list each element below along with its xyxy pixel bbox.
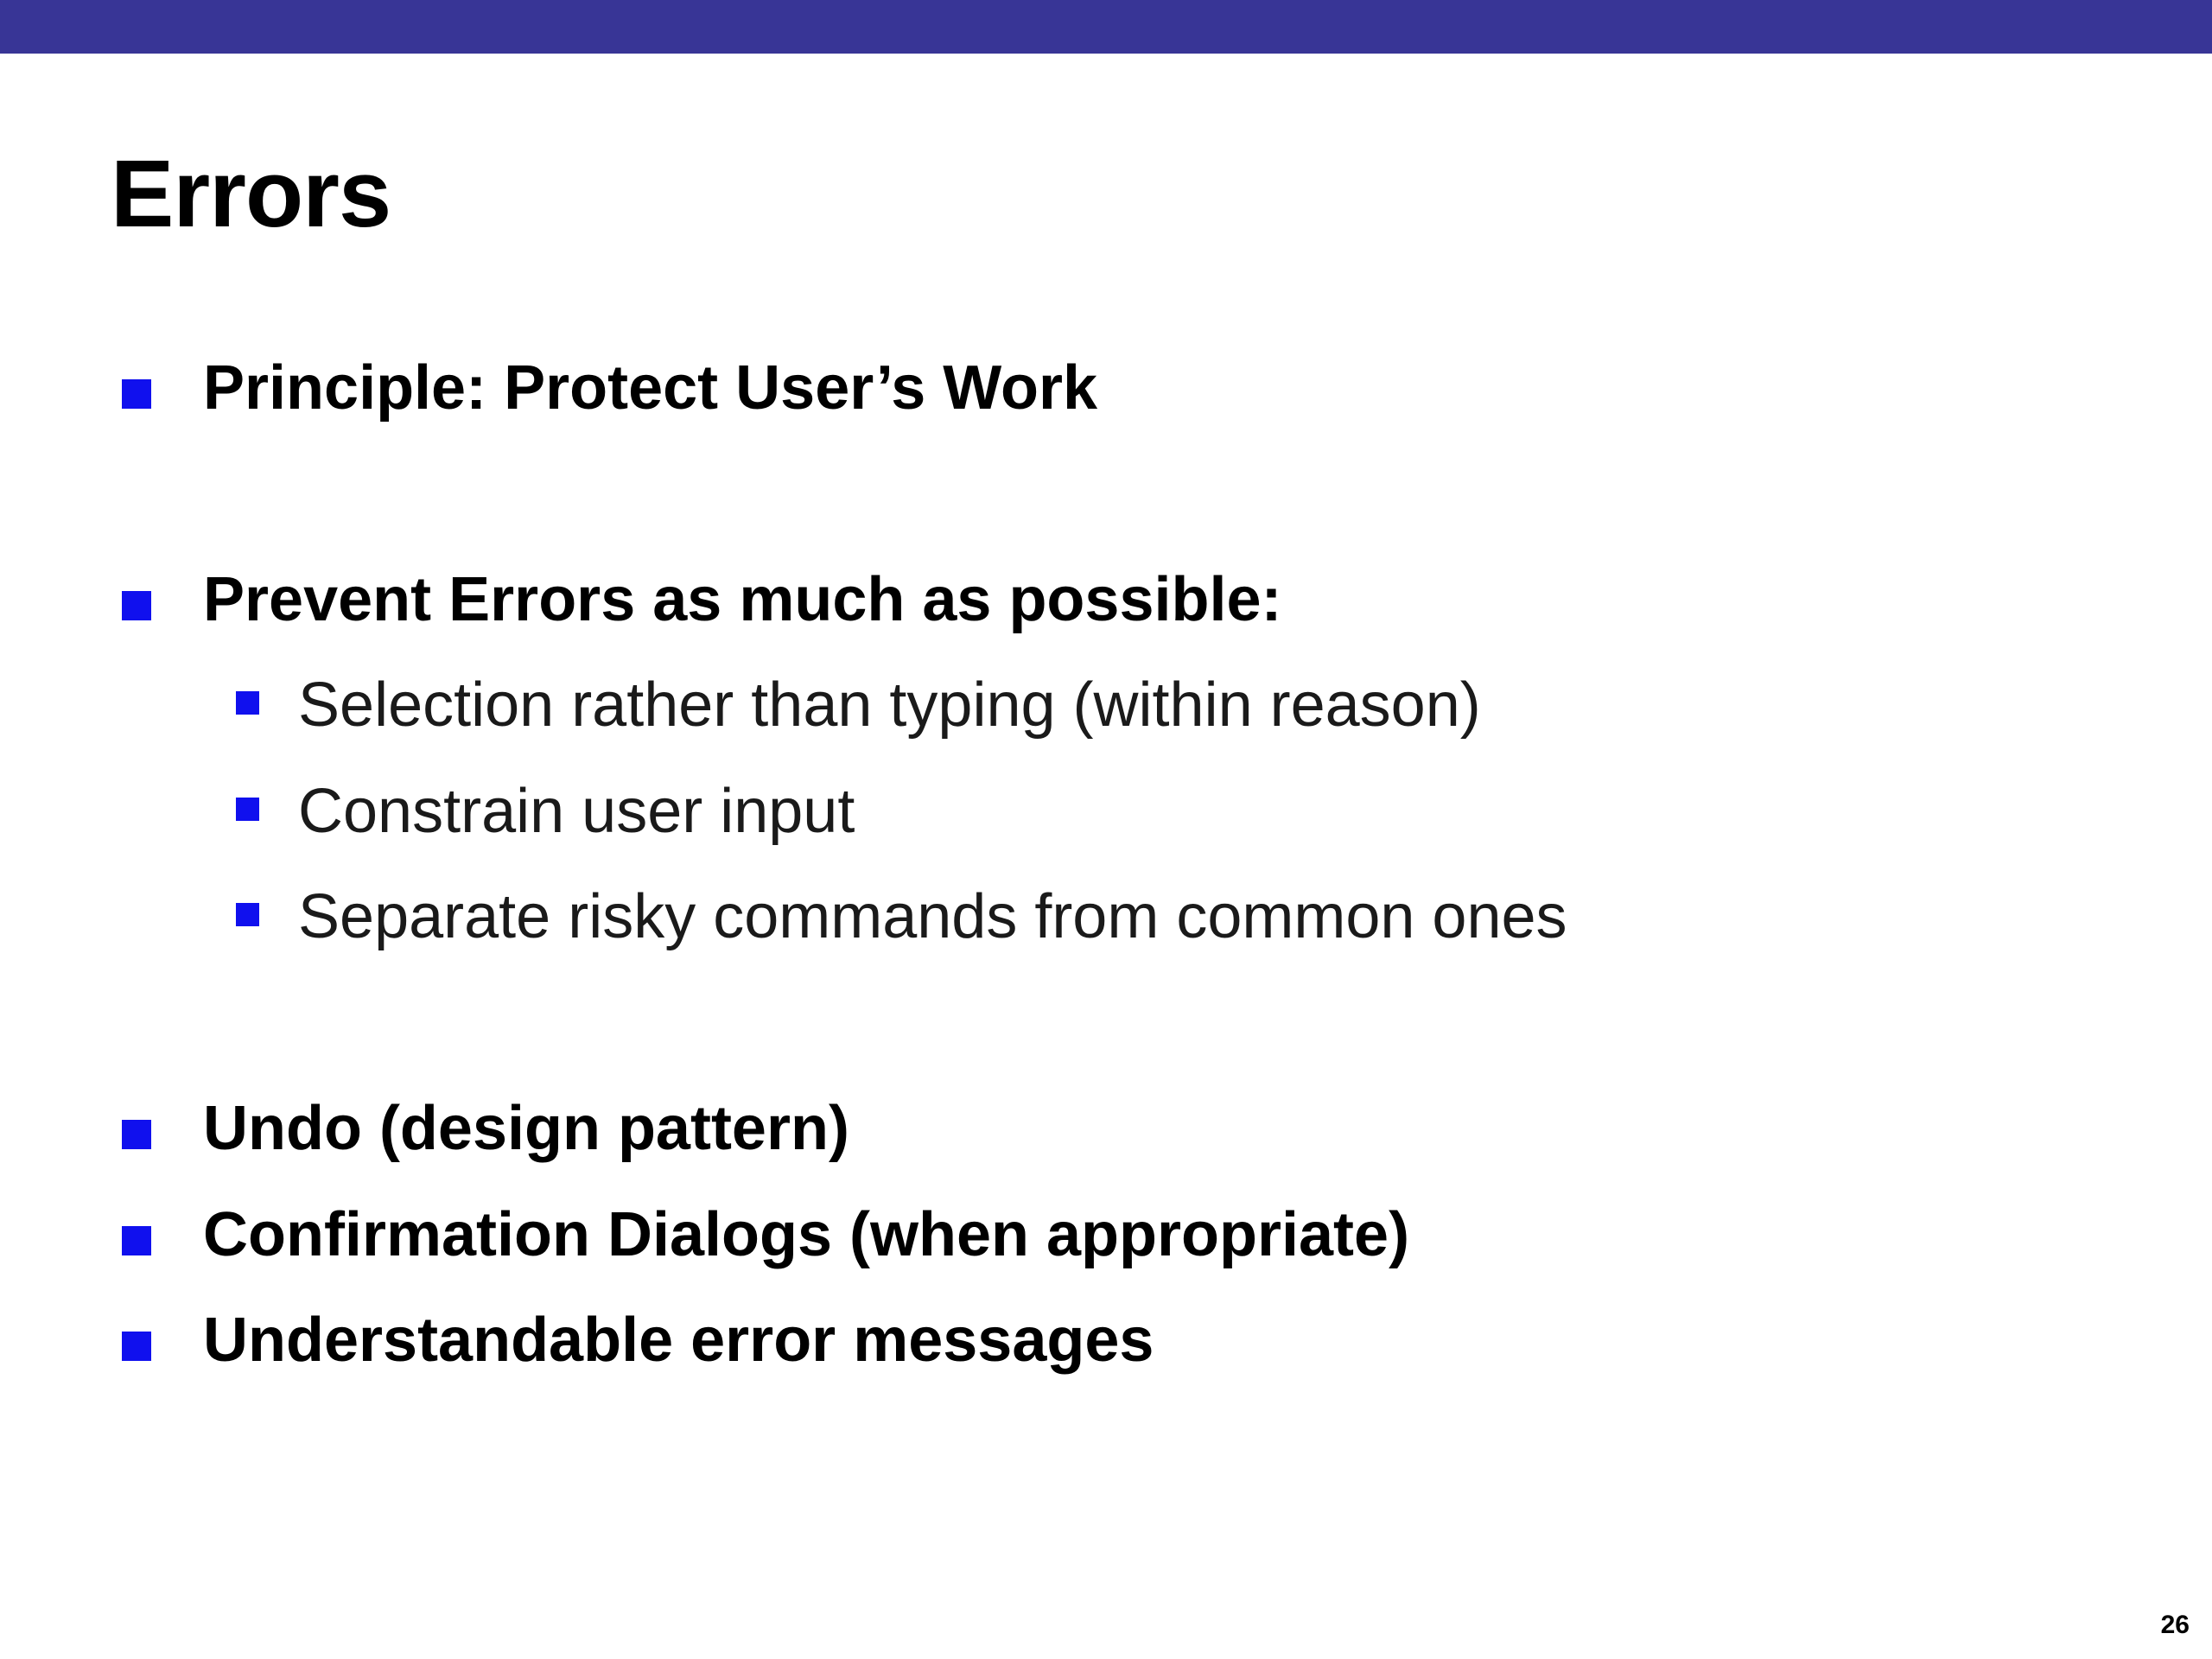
square-bullet-icon <box>236 691 259 715</box>
bullet-item-prevent-errors <box>203 565 1282 634</box>
square-bullet-icon <box>122 1226 151 1255</box>
square-bullet-icon <box>122 379 151 409</box>
bullet-item-undo <box>203 1094 849 1163</box>
bullet-item-principle <box>203 353 1097 423</box>
square-bullet-icon <box>122 1332 151 1361</box>
bullet-text: Confirmation Dialogs (when appropriate) <box>203 1200 1410 1269</box>
square-bullet-icon <box>122 1120 151 1149</box>
square-bullet-icon <box>236 903 259 926</box>
bullet-text: Understandable error messages <box>203 1306 1154 1375</box>
square-bullet-icon <box>122 591 151 620</box>
bullet-text: Principle: Protect User’s Work <box>203 353 1097 423</box>
page-number: 26 <box>2160 1611 2190 1639</box>
bullet-item-confirmation <box>203 1200 1410 1269</box>
slide-title: Errors <box>111 141 391 247</box>
bullet-text: Constrain user input <box>298 777 855 846</box>
bullet-item-error-messages <box>203 1306 1154 1375</box>
bullet-text: Separate risky commands from common ones <box>298 882 1567 951</box>
bullet-text: Undo (design pattern) <box>203 1094 849 1163</box>
bullet-text: Selection rather than typing (within reason) <box>298 671 1481 740</box>
sub-bullet-item-selection <box>298 671 1481 740</box>
sub-bullet-item-constrain <box>298 777 855 846</box>
bullet-text: Prevent Errors as much as possible: <box>203 565 1282 634</box>
square-bullet-icon <box>236 798 259 821</box>
sub-bullet-item-separate <box>298 882 1567 951</box>
